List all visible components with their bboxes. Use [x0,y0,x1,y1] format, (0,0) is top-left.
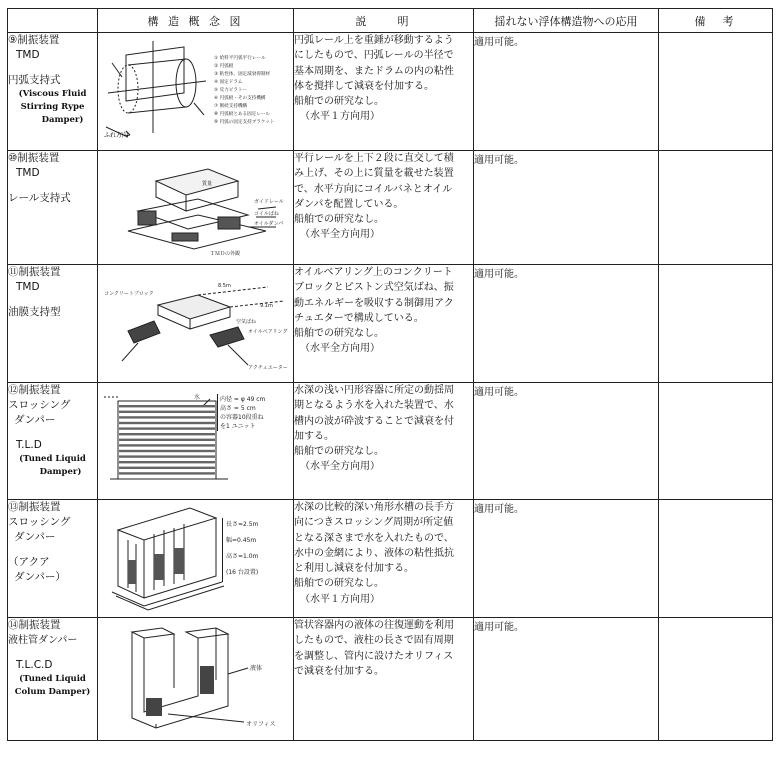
svg-text:オイルベアリング: オイルベアリング [248,329,288,335]
svg-text:② 円弧板: ② 円弧板 [214,64,234,69]
table-row [8,151,773,265]
concept-figure [98,618,294,741]
remarks [659,33,773,151]
application: 適用可能。 [474,618,659,741]
svg-text:(16 台設置): (16 台設置) [226,569,259,576]
svg-text:高さ=1.0m: 高さ=1.0m [226,553,259,560]
svg-text:の容器10段重ね: の容器10段重ね [220,414,264,421]
header-name [8,9,98,33]
aqua-damper-diagram [98,500,294,616]
svg-text:水: 水 [194,394,201,401]
concept-figure [98,383,294,500]
device-name: ⑬制振装置 スロッシング ダンパー （アクア ダンパー） [8,500,98,618]
remarks [659,500,773,618]
device-name: ⑪制振装置 TMD 油膜支持型 [8,265,98,383]
concept-figure [98,265,294,383]
table-row [8,500,773,618]
table-row [8,265,773,383]
concept-figure [98,500,294,618]
table-row [8,383,773,500]
svg-text:ＴＭＤの外観: ＴＭＤの外観 [210,251,241,257]
description: 円弧レール上を重錘が移動するよう にしたもので、円弧レールの半径で 基本周期を、またドラムの内の粘性 体を撹拌して減衰を付加する。 船舶での研究なし。 （水平１方向用） [294,33,474,151]
svg-text:質量: 質量 [202,181,213,187]
remarks [659,383,773,500]
application: 適用可能。 [474,151,659,265]
svg-text:オリフィス: オリフィス [246,721,276,728]
device-name: ⑭制振装置 液柱管ダンパー T.L.C.D (Tuned Liquid Colum Damper) [8,618,98,741]
svg-text:を1 ユニット: を1 ユニット [220,423,256,430]
concept-figure [98,151,294,265]
header-row [8,9,773,33]
tld-diagram [98,383,294,498]
svg-text:⑧ 円弧板とある固定レール: ⑧ 円弧板とある固定レール [214,112,271,117]
header-description: 説 明 [294,9,474,33]
header-figure: 構 造 概 念 図 [98,9,294,33]
svg-text:⑦ 断続支持機構: ⑦ 断続支持機構 [214,104,248,109]
svg-text:9.1m: 9.1m [260,303,273,309]
svg-text:⑥ 円弧板・その支持機構: ⑥ 円弧板・その支持機構 [214,96,266,101]
application: 適用可能。 [474,500,659,618]
description: オイルベアリング上のコンクリート ブロックとピストン式空気ばね、振 動エネルギーを吸収する制御用アク チュエターで構成している。 船舶での研究なし。 （水平全方向用） [294,265,474,383]
svg-text:幅=0.45m: 幅=0.45m [226,537,257,544]
header-remarks: 備 考 [659,9,773,33]
svg-text:長さ=2.5m: 長さ=2.5m [226,521,259,528]
description: 管状容器内の液体の往復運動を利用 したもので、液柱の長さで固有周期 を調整し、管内に設けたオリフィス で減衰を付加する。 [294,618,474,741]
device-name: ⑨制振装置 TMD 円弧支持式 (Viscous Fluid Stirring Rype Damper) [8,33,98,151]
application: 適用可能。 [474,383,659,500]
svg-text:ガイドレール: ガイドレール [254,199,284,205]
concept-figure [98,33,294,151]
svg-text:空気ばね: 空気ばね [236,319,257,325]
svg-text:コンクリートブロック: コンクリートブロック [104,291,154,297]
arc-rail-tmd-diagram [98,33,294,149]
header-application: 揺れない浮体構造物への応用 [474,9,659,33]
description: 水深の浅い円形容器に所定の動揺周 期となるよう水を入れた装置で、水 槽内の波が砕波することで減衰を付 加する。 船舶での研究なし。 （水平全方向用） [294,383,474,500]
svg-text:高さ = 5 cm: 高さ = 5 cm [220,405,256,412]
application: 適用可能。 [474,33,659,151]
svg-text:アクチュエーター: アクチュエーター [248,365,288,371]
svg-text:オイルダンパ: オイルダンパ [254,221,284,227]
svg-text:③ 粘性体、固定減衰抑制材: ③ 粘性体、固定減衰抑制材 [214,72,271,77]
device-name: ⑩制振装置 TMD レール支持式 [8,151,98,265]
table-row [8,618,773,741]
oil-film-tmd-diagram [98,265,294,381]
description: 平行レールを上下２段に直交して積 み上げ、その上に質量を載せた装置 で、水平方向にコイルバネとオイル ダンパを配置している。 船舶での研究なし。 （水平全方向用） [294,151,474,265]
remarks [659,265,773,383]
application: 適用可能。 [474,265,659,383]
svg-text:⑤ 反力ピラトー: ⑤ 反力ピラトー [214,88,248,93]
svg-text:コイルばね: コイルばね [254,211,279,217]
svg-text:ふれ方向: ふれ方向 [104,132,129,139]
device-table [7,8,773,741]
svg-text:内径 = φ 49 cm: 内径 = φ 49 cm [220,396,266,403]
description: 水深の比較的深い角形水槽の長手方 向につきスロッシング周期が所定値 となる深さまで水を入れたもので、 水中の金網により、液体の粘性抵抗 と利用し減衰を付加する。 船舶での研究なし。 （水平１方向用） [294,500,474,618]
rail-tmd-diagram [98,151,294,263]
remarks [659,151,773,265]
tlcd-diagram [98,618,294,739]
remarks [659,618,773,741]
svg-text:8.5m: 8.5m [218,283,231,289]
svg-text:液体: 液体 [250,665,263,672]
device-name: ⑫制振装置 スロッシング ダンパー T.L.D (Tuned Liquid Damper) [8,383,98,500]
svg-text:⑨ 円弧の固定支持ブラケット: ⑨ 円弧の固定支持ブラケット [214,120,275,125]
svg-text:① 給料平円弧平行レール: ① 給料平円弧平行レール [214,56,266,61]
table-row [8,33,773,151]
svg-text:④ 固定ドラム: ④ 固定ドラム [214,80,243,85]
